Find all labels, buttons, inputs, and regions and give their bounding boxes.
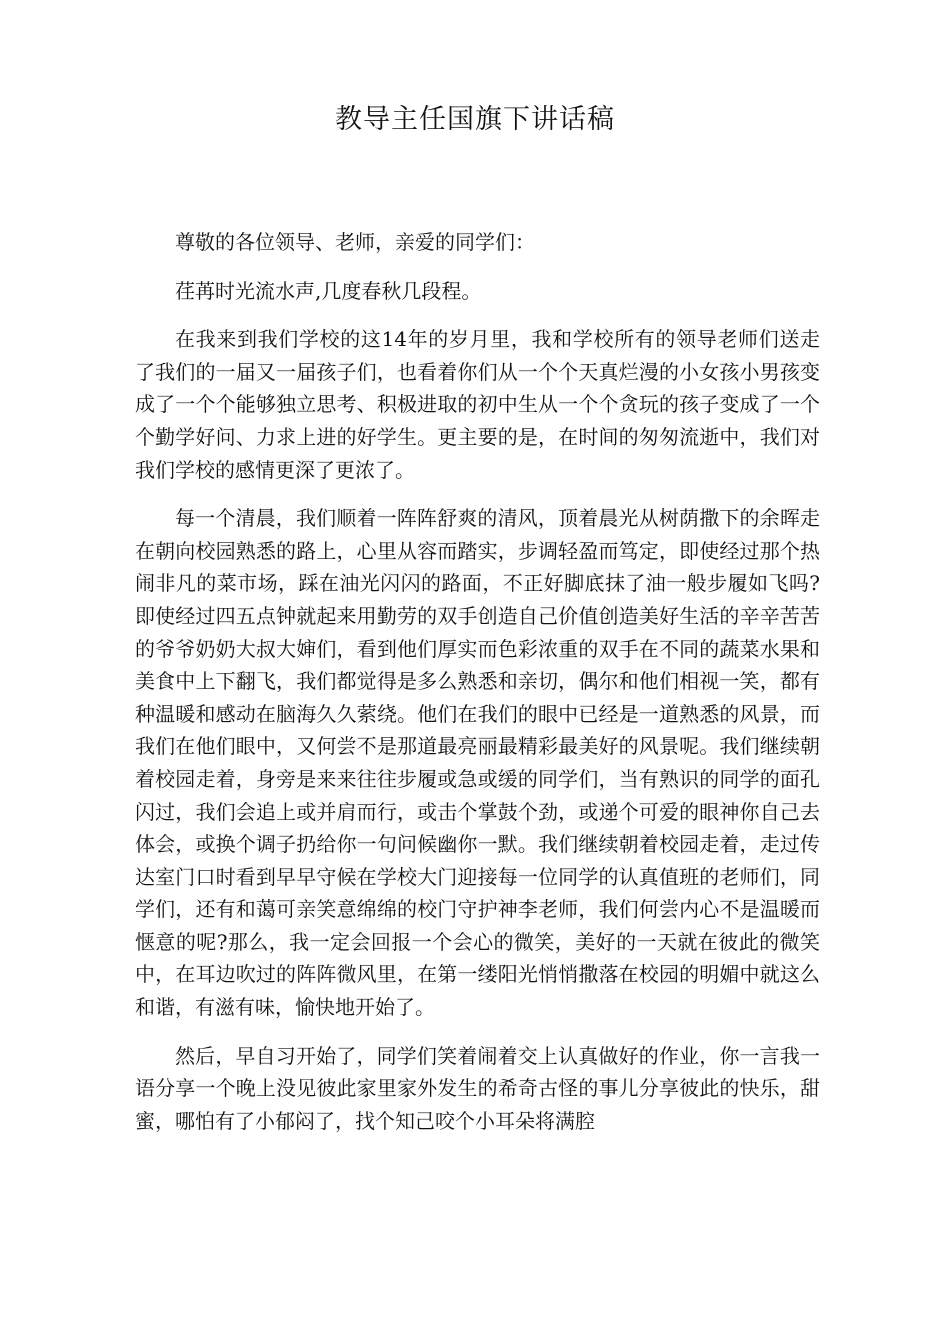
body-paragraph: 每一个清晨，我们顺着一阵阵舒爽的清风，顶着晨光从树荫撒下的余晖走在朝向校园熟悉的路上，心里从容而踏实，步调轻盈而笃定，即使经过那个热闹非凡的菜市场，踩在油光闪闪的路面，不正好脚底抹了油一般步履如飞吗?即使经过四五点钟就起来用勤劳的双手创造自己价值创造美好生活的辛辛苦苦的爷爷奶奶大叔大婶们，看到他们厚实而色彩浓重的双手在不同的蔬菜水果和美食中上下翻飞，我们都觉得是多么熟悉和亲切，偶尔和他们相视一笑，都有种温暖和感动在脑海久久萦绕。他们在我们的眼中已经是一道熟悉的风景，而我们在他们眼中，又何尝不是那道最亮丽最精彩最美好的风景呢。我们继续朝着校园走着，身旁是来来往往步履或急或缓的同学们，当有熟识的同学的面孔闪过，我们会追上或并肩而行，或击个掌鼓个劲，或递个可爱的眼神你自己去体会，或换个调子扔给你一句问候幽你一默。我们继续朝着校园走着，走过传达室门口时看到早早守候在学校大门迎接每一位同学的认真值班的老师们，同学们，还有和蔼可亲笑意绵绵的校门守护神李老师，我们何尝内心不是温暖而惬意的呢?那么，我一定会回报一个会心的微笑，美好的一天就在彼此的微笑中，在耳边吹过的阵阵微风里，在第一缕阳光悄悄撒落在校园的明媚中就这么和谐，有滋有味，愉快地开始了。: [135, 506, 820, 1020]
salutation-paragraph: 尊敬的各位领导、老师，亲爱的同学们：: [175, 230, 535, 254]
body-paragraph: 然后，早自习开始了，同学们笑着闹着交上认真做好的作业，你一言我一语分享一个晚上没见彼此家里家外发生的希奇古怪的事儿分享彼此的快乐，甜蜜，哪怕有了小郁闷了，找个知己咬个小耳朵将满腔: [135, 1043, 820, 1133]
body-paragraph: 在我来到我们学校的这14年的岁月里，我和学校所有的领导老师们送走了我们的一届又一届孩子们，也看着你们从一个个天真烂漫的小女孩小男孩变成了一个个能够独立思考、积极进取的初中生从一个个贪玩的孩子变成了一个个勤学好问、力求上进的好学生。更主要的是，在时间的匆匆流逝中，我们对我们学校的感情更深了更浓了。: [135, 327, 820, 482]
document-body: [135, 226, 820, 1153]
document-title: 教导主任国旗下讲话稿: [335, 104, 615, 135]
opening-line-paragraph: 荏苒时光流水声,几度春秋几段程。: [175, 278, 482, 303]
